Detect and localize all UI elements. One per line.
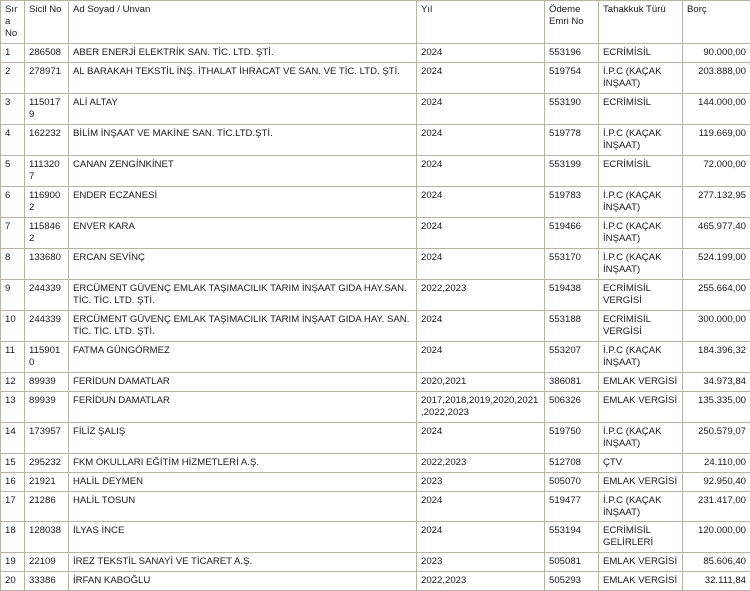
cell-odeme-emri-no: 519477: [545, 491, 599, 522]
table-row: [1, 472, 750, 491]
cell-odeme-emri-no: 505293: [545, 572, 599, 591]
cell-borc: 72.000,00: [683, 155, 750, 186]
cell-yil: 2022,2023: [417, 453, 545, 472]
cell-sira-no: 19: [1, 553, 25, 572]
cell-ad-soyad: FKM OKULLARI EĞİTİM HİZMETLERİ A.Ş.: [69, 453, 417, 472]
cell-tahakkuk-turu: ECRİMİSİL VERGİSİ: [599, 279, 683, 310]
cell-yil: 2024: [417, 522, 545, 553]
cell-ad-soyad: FERİDUN DAMATLAR: [69, 372, 417, 391]
cell-tahakkuk-turu: EMLAK VERGİSİ: [599, 572, 683, 591]
cell-odeme-emri-no: 553196: [545, 43, 599, 62]
cell-ad-soyad: FERİDUN DAMATLAR: [69, 391, 417, 422]
table-row: [1, 186, 750, 217]
cell-ad-soyad: ENDER ECZANESİ: [69, 186, 417, 217]
cell-sicil-no: 1113207: [25, 155, 69, 186]
table-row: [1, 217, 750, 248]
cell-sicil-no: 162232: [25, 124, 69, 155]
cell-tahakkuk-turu: EMLAK VERGİSİ: [599, 372, 683, 391]
table-row: [1, 453, 750, 472]
cell-yil: 2024: [417, 217, 545, 248]
cell-yil: 2024: [417, 248, 545, 279]
cell-yil: 2017,2018,2019,2020,2021,2022,2023: [417, 391, 545, 422]
cell-sicil-no: 278971: [25, 62, 69, 93]
cell-tahakkuk-turu: ECRİMİSİL GELİRLERİ: [599, 522, 683, 553]
cell-tahakkuk-turu: İ.P.C (KAÇAK İNŞAAT): [599, 62, 683, 93]
cell-sira-no: 13: [1, 391, 25, 422]
cell-odeme-emri-no: 519783: [545, 186, 599, 217]
cell-tahakkuk-turu: İ.P.C (KAÇAK İNŞAAT): [599, 217, 683, 248]
cell-yil: 2022,2023: [417, 572, 545, 591]
cell-sira-no: 17: [1, 491, 25, 522]
cell-borc: 34.973,84: [683, 372, 750, 391]
cell-tahakkuk-turu: EMLAK VERGİSİ: [599, 472, 683, 491]
cell-ad-soyad: ENVER KARA: [69, 217, 417, 248]
cell-sira-no: 2: [1, 62, 25, 93]
cell-sicil-no: 89939: [25, 372, 69, 391]
cell-ad-soyad: ERCÜMENT GÜVENÇ EMLAK TAŞIMACILIK TARIM İNŞAAT GIDA HAY.SAN. TİC. TİC. LTD. ŞTİ.: [69, 279, 417, 310]
cell-sira-no: 15: [1, 453, 25, 472]
cell-odeme-emri-no: 519750: [545, 422, 599, 453]
cell-borc: 231.417,00: [683, 491, 750, 522]
cell-yil: 2023: [417, 553, 545, 572]
cell-tahakkuk-turu: İ.P.C (KAÇAK İNŞAAT): [599, 491, 683, 522]
table-row: [1, 93, 750, 124]
cell-tahakkuk-turu: EMLAK VERGİSİ: [599, 391, 683, 422]
cell-sira-no: 9: [1, 279, 25, 310]
cell-ad-soyad: İREZ TEKSTİL SANAYİ VE TİCARET A.Ş.: [69, 553, 417, 572]
cell-ad-soyad: CANAN ZENGİNKİNET: [69, 155, 417, 186]
column-header-yil: Yıl: [417, 1, 545, 44]
cell-sira-no: 6: [1, 186, 25, 217]
cell-sicil-no: 286508: [25, 43, 69, 62]
table-row: [1, 522, 750, 553]
cell-sicil-no: 1150179: [25, 93, 69, 124]
cell-ad-soyad: ERCAN SEVİNÇ: [69, 248, 417, 279]
cell-sira-no: 12: [1, 372, 25, 391]
cell-sira-no: 1: [1, 43, 25, 62]
table-header-row: [1, 1, 750, 44]
cell-yil: 2023: [417, 472, 545, 491]
table-body: [1, 43, 750, 590]
cell-sira-no: 7: [1, 217, 25, 248]
cell-sicil-no: 21286: [25, 491, 69, 522]
cell-borc: 120.000,00: [683, 522, 750, 553]
cell-yil: 2024: [417, 93, 545, 124]
cell-yil: 2022,2023: [417, 279, 545, 310]
table-row: [1, 43, 750, 62]
table-row: [1, 155, 750, 186]
table-row: [1, 248, 750, 279]
cell-odeme-emri-no: 512708: [545, 453, 599, 472]
cell-odeme-emri-no: 519438: [545, 279, 599, 310]
cell-borc: 135.335,00: [683, 391, 750, 422]
cell-borc: 90.000,00: [683, 43, 750, 62]
cell-ad-soyad: FATMA GÜNGÖRMEZ: [69, 341, 417, 372]
cell-borc: 32.111,84: [683, 572, 750, 591]
cell-sira-no: 16: [1, 472, 25, 491]
cell-sicil-no: 1159010: [25, 341, 69, 372]
cell-odeme-emri-no: 553190: [545, 93, 599, 124]
cell-borc: 184.396,32: [683, 341, 750, 372]
cell-sira-no: 20: [1, 572, 25, 591]
cell-sira-no: 4: [1, 124, 25, 155]
cell-yil: 2024: [417, 155, 545, 186]
cell-sira-no: 11: [1, 341, 25, 372]
cell-yil: 2024: [417, 124, 545, 155]
cell-yil: 2024: [417, 491, 545, 522]
table-row: [1, 553, 750, 572]
column-header-tahakkuk-turu: Tahakkuk Türü: [599, 1, 683, 44]
cell-sira-no: 8: [1, 248, 25, 279]
cell-sira-no: 10: [1, 310, 25, 341]
cell-yil: 2024: [417, 422, 545, 453]
cell-tahakkuk-turu: ECRİMİSİL: [599, 93, 683, 124]
cell-tahakkuk-turu: ECRİMİSİL: [599, 155, 683, 186]
cell-odeme-emri-no: 519778: [545, 124, 599, 155]
cell-tahakkuk-turu: İ.P.C (KAÇAK İNŞAAT): [599, 422, 683, 453]
cell-sicil-no: 89939: [25, 391, 69, 422]
cell-borc: 255.664,00: [683, 279, 750, 310]
cell-odeme-emri-no: 505081: [545, 553, 599, 572]
cell-tahakkuk-turu: İ.P.C (KAÇAK İNŞAAT): [599, 186, 683, 217]
table-header: [1, 1, 750, 44]
cell-ad-soyad: FİLİZ ŞALIŞ: [69, 422, 417, 453]
cell-sicil-no: 244339: [25, 279, 69, 310]
cell-yil: 2024: [417, 341, 545, 372]
cell-tahakkuk-turu: EMLAK VERGİSİ: [599, 553, 683, 572]
cell-borc: 300.000,00: [683, 310, 750, 341]
cell-yil: 2024: [417, 310, 545, 341]
column-header-sicil-no: Sicil No: [25, 1, 69, 44]
cell-odeme-emri-no: 553207: [545, 341, 599, 372]
cell-ad-soyad: BİLİM İNŞAAT VE MAKİNE SAN. TİC.LTD.ŞTİ.: [69, 124, 417, 155]
cell-odeme-emri-no: 553188: [545, 310, 599, 341]
cell-sira-no: 14: [1, 422, 25, 453]
cell-odeme-emri-no: 553170: [545, 248, 599, 279]
table-row: [1, 572, 750, 591]
cell-borc: 144.000,00: [683, 93, 750, 124]
table-row: [1, 279, 750, 310]
cell-sicil-no: 133680: [25, 248, 69, 279]
cell-borc: 465.977,40: [683, 217, 750, 248]
cell-tahakkuk-turu: İ.P.C (KAÇAK İNŞAAT): [599, 341, 683, 372]
cell-sicil-no: 128038: [25, 522, 69, 553]
table-row: [1, 124, 750, 155]
cell-odeme-emri-no: 553199: [545, 155, 599, 186]
cell-sicil-no: 33386: [25, 572, 69, 591]
cell-sicil-no: 295232: [25, 453, 69, 472]
cell-tahakkuk-turu: İ.P.C (KAÇAK İNŞAAT): [599, 124, 683, 155]
cell-ad-soyad: ALİ ALTAY: [69, 93, 417, 124]
cell-sicil-no: 22109: [25, 553, 69, 572]
cell-ad-soyad: İRFAN KABOĞLU: [69, 572, 417, 591]
cell-yil: 2024: [417, 62, 545, 93]
cell-tahakkuk-turu: ÇTV: [599, 453, 683, 472]
cell-borc: 250.579,07: [683, 422, 750, 453]
cell-sira-no: 5: [1, 155, 25, 186]
column-header-odeme-emri-no: Ödeme Emri No: [545, 1, 599, 44]
table-row: [1, 372, 750, 391]
cell-ad-soyad: HALİL DEYMEN: [69, 472, 417, 491]
cell-borc: 92.950,40: [683, 472, 750, 491]
cell-borc: 524.199,00: [683, 248, 750, 279]
column-header-ad-soyad-unvan: Ad Soyad / Unvan: [69, 1, 417, 44]
table-row: [1, 491, 750, 522]
cell-tahakkuk-turu: ECRİMİSİL VERGİSİ: [599, 310, 683, 341]
table-row: [1, 310, 750, 341]
column-header-sira-no: Sıra No: [1, 1, 25, 44]
cell-ad-soyad: HALİL TOSUN: [69, 491, 417, 522]
cell-sicil-no: 244339: [25, 310, 69, 341]
cell-odeme-emri-no: 553194: [545, 522, 599, 553]
cell-ad-soyad: İLYAS İNCE: [69, 522, 417, 553]
cell-yil: 2024: [417, 186, 545, 217]
cell-sicil-no: 21921: [25, 472, 69, 491]
cell-ad-soyad: ERCÜMENT GÜVENÇ EMLAK TAŞIMACILIK TARIM İNŞAAT GIDA HAY. SAN. TİC. TİC. LTD. ŞTİ.: [69, 310, 417, 341]
cell-odeme-emri-no: 519466: [545, 217, 599, 248]
table-row: [1, 391, 750, 422]
cell-odeme-emri-no: 506326: [545, 391, 599, 422]
cell-borc: 119.669,00: [683, 124, 750, 155]
cell-odeme-emri-no: 505070: [545, 472, 599, 491]
cell-odeme-emri-no: 386081: [545, 372, 599, 391]
cell-tahakkuk-turu: ECRİMİSİL: [599, 43, 683, 62]
cell-borc: 277.132,95: [683, 186, 750, 217]
cell-odeme-emri-no: 519754: [545, 62, 599, 93]
cell-yil: 2024: [417, 43, 545, 62]
column-header-borc: Borç: [683, 1, 750, 44]
cell-borc: 85.606,40: [683, 553, 750, 572]
table-row: [1, 341, 750, 372]
cell-sicil-no: 1158462: [25, 217, 69, 248]
cell-sira-no: 3: [1, 93, 25, 124]
cell-borc: 203.888,00: [683, 62, 750, 93]
cell-sicil-no: 173957: [25, 422, 69, 453]
cell-sira-no: 18: [1, 522, 25, 553]
table-row: [1, 62, 750, 93]
cell-yil: 2020,2021: [417, 372, 545, 391]
table-row: [1, 422, 750, 453]
cell-ad-soyad: AL BARAKAH TEKSTİL İNŞ. İTHALAT İHRACAT VE SAN. VE TİC. LTD. ŞTİ.: [69, 62, 417, 93]
cell-borc: 24.110,00: [683, 453, 750, 472]
cell-ad-soyad: ABER ENERJİ ELEKTRİK SAN. TİC. LTD. ŞTİ.: [69, 43, 417, 62]
cell-sicil-no: 1169002: [25, 186, 69, 217]
cell-tahakkuk-turu: İ.P.C (KAÇAK İNŞAAT): [599, 248, 683, 279]
